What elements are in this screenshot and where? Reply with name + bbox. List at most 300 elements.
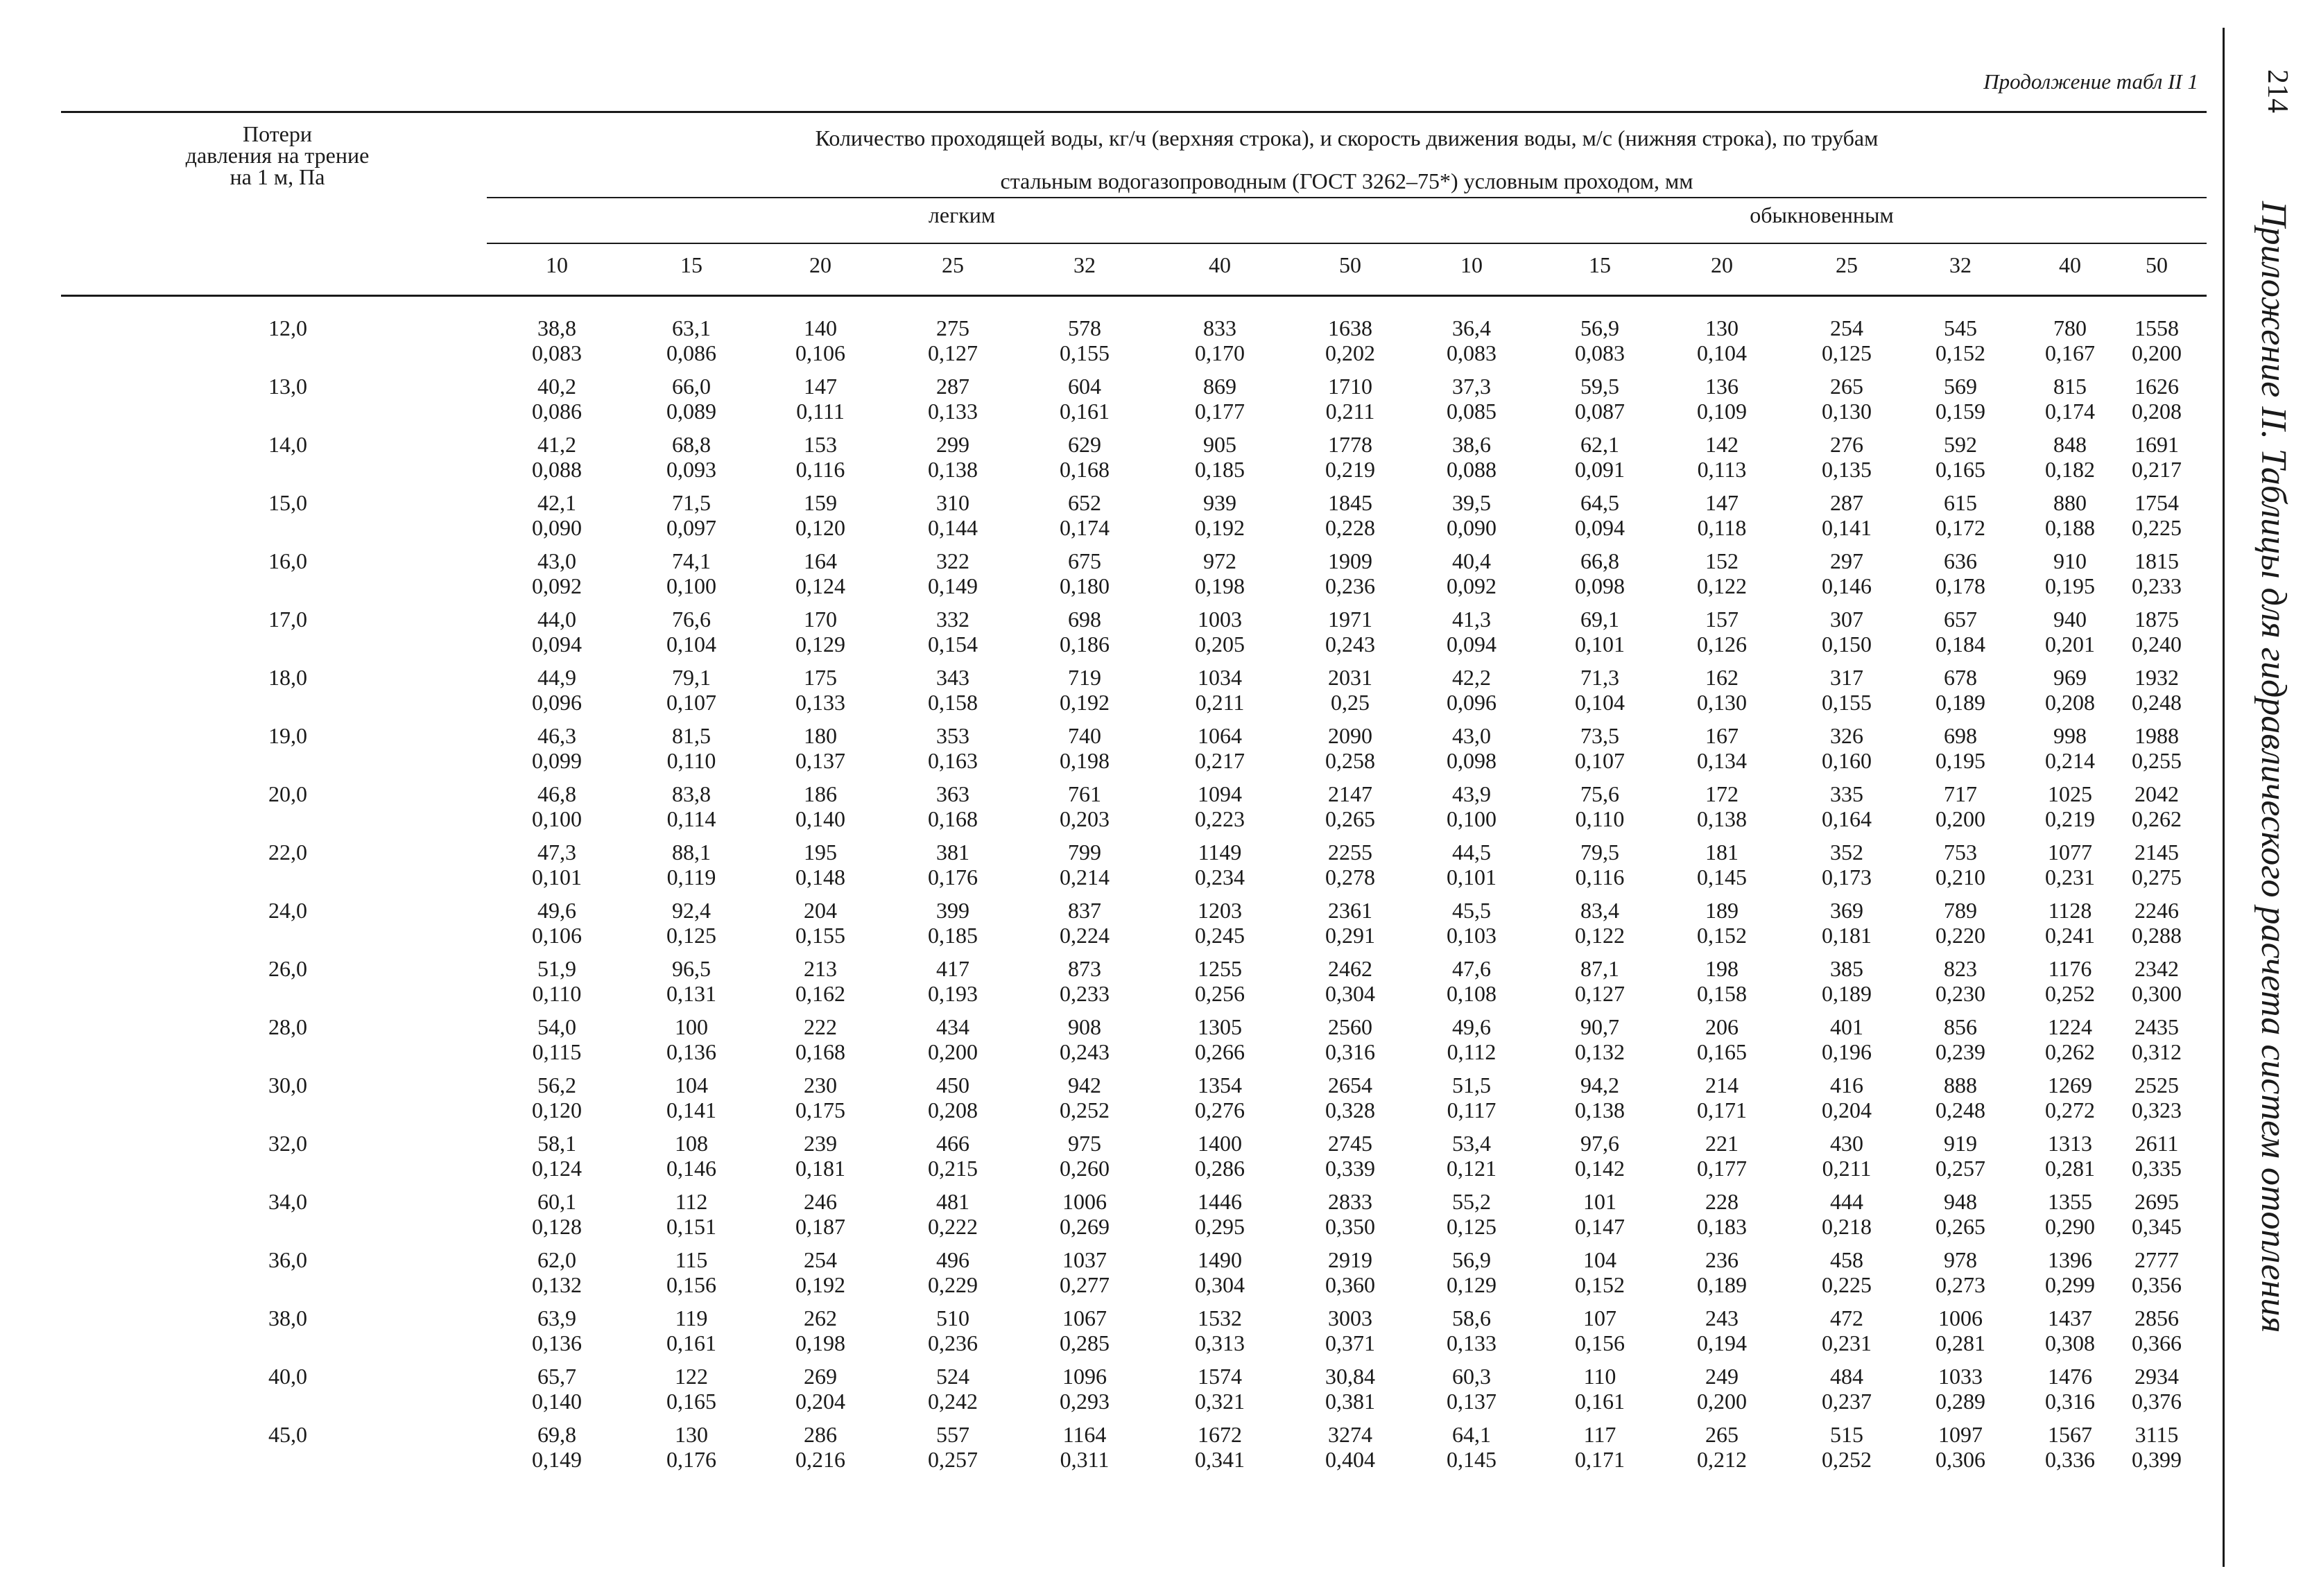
- speed-value: 0,088: [1447, 457, 1496, 482]
- table-cell: [1033, 490, 1137, 540]
- table-cell: [1420, 607, 1524, 657]
- speed-value: 0,091: [1575, 457, 1625, 482]
- table-cell: [1908, 315, 2012, 365]
- flow-value: 92,4: [672, 898, 711, 923]
- diameter-header-cell: 40: [2059, 252, 2081, 277]
- flow-value: 417: [936, 956, 969, 981]
- speed-value: 0,323: [2132, 1098, 2182, 1122]
- speed-value: 0,210: [1935, 865, 1985, 890]
- speed-value: 0,182: [2045, 457, 2095, 482]
- table-cell: [1033, 1306, 1137, 1355]
- speed-value: 0,194: [1697, 1330, 1747, 1355]
- speed-value: 0,313: [1195, 1330, 1245, 1355]
- speed-value: 0,134: [1697, 748, 1747, 773]
- table-cell: [2105, 665, 2209, 715]
- flow-value: 45,5: [1452, 898, 1491, 923]
- flow-value: 1003: [1198, 607, 1242, 632]
- flow-value: 1033: [1938, 1364, 1983, 1389]
- flow-value: 1691: [2134, 432, 2179, 457]
- table-cell: [639, 432, 743, 482]
- speed-value: 0,404: [1325, 1447, 1375, 1472]
- speed-value: 0,201: [2045, 632, 2095, 657]
- table-cell: [1548, 1014, 1652, 1064]
- table-cell: [1168, 548, 1272, 598]
- flow-value: 60,1: [537, 1189, 576, 1214]
- flow-value: 1754: [2134, 490, 2179, 515]
- table-cell: [1795, 374, 1899, 424]
- table-cell: [639, 898, 743, 948]
- speed-value: 0,161: [666, 1330, 716, 1355]
- table-cell: [1298, 1073, 1402, 1122]
- table-cell: [2105, 840, 2209, 890]
- flow-value: 286: [804, 1422, 837, 1447]
- flow-value: 1875: [2134, 607, 2179, 632]
- table-cell: [1033, 374, 1137, 424]
- speed-value: 0,083: [1447, 340, 1496, 365]
- table-cell: [1548, 1189, 1652, 1239]
- flow-value: 49,6: [537, 898, 576, 923]
- speed-value: 0,115: [532, 1039, 582, 1064]
- table-cell: [1908, 432, 2012, 482]
- table-row: [0, 1014, 2219, 1073]
- flow-value: 180: [804, 723, 837, 748]
- speed-value: 0,174: [2045, 399, 2095, 424]
- speed-value: 0,180: [1060, 573, 1110, 598]
- speed-value: 0,381: [1325, 1389, 1375, 1414]
- table-cell: [505, 723, 609, 773]
- table-cell: [1033, 1073, 1137, 1122]
- speed-value: 0,241: [2045, 923, 2095, 948]
- speed-value: 0,104: [1697, 340, 1747, 365]
- table-cell: [768, 840, 872, 890]
- flow-value: 592: [1944, 432, 1977, 457]
- flow-value: 1988: [2134, 723, 2179, 748]
- speed-value: 0,311: [1060, 1447, 1110, 1472]
- flow-value: 63,9: [537, 1306, 576, 1330]
- table-cell: [2105, 781, 2209, 831]
- flow-value: 1574: [1198, 1364, 1242, 1389]
- table-cell: [1670, 1189, 1774, 1239]
- table-cell: [1670, 956, 1774, 1006]
- flow-value: 524: [936, 1364, 969, 1389]
- flow-value: 1932: [2134, 665, 2179, 690]
- table-cell: [768, 665, 872, 715]
- speed-value: 0,278: [1325, 865, 1375, 890]
- table-cell: [1420, 374, 1524, 424]
- speed-value: 0,214: [1060, 865, 1110, 890]
- speed-value: 0,118: [1697, 515, 1747, 540]
- table-cell: [1908, 490, 2012, 540]
- speed-value: 0,366: [2132, 1330, 2182, 1355]
- table-cell: [1908, 840, 2012, 890]
- speed-value: 0,162: [795, 981, 845, 1006]
- table-cell: [2105, 490, 2209, 540]
- flow-value: 74,1: [672, 548, 711, 573]
- speed-value: 0,216: [795, 1447, 845, 1472]
- flow-value: 104: [1583, 1247, 1616, 1272]
- table-cell: [1033, 956, 1137, 1006]
- table-continuation-label: Продолжение табл II 1: [1983, 69, 2198, 94]
- speed-value: 0,136: [532, 1330, 582, 1355]
- speed-value: 0,212: [1697, 1447, 1747, 1472]
- speed-value: 0,192: [795, 1272, 845, 1297]
- flow-value: 222: [804, 1014, 837, 1039]
- speed-value: 0,098: [1575, 573, 1625, 598]
- speed-value: 0,106: [795, 340, 845, 365]
- table-cell: [1908, 1073, 2012, 1122]
- speed-value: 0,120: [532, 1098, 582, 1122]
- speed-value: 0,165: [1697, 1039, 1747, 1064]
- table-cell: [1298, 607, 1402, 657]
- flow-value: 42,2: [1452, 665, 1491, 690]
- table-cell: [768, 548, 872, 598]
- speed-value: 0,308: [2045, 1330, 2095, 1355]
- flow-value: 58,1: [537, 1131, 576, 1156]
- table-cell: [1033, 723, 1137, 773]
- speed-value: 0,175: [795, 1098, 845, 1122]
- speed-value: 0,140: [532, 1389, 582, 1414]
- table-cell: [639, 1247, 743, 1297]
- header-line: на 1 м, Па: [230, 164, 325, 189]
- flow-value: 1164: [1062, 1422, 1107, 1447]
- flow-value: 100: [675, 1014, 708, 1039]
- speed-value: 0,164: [1822, 806, 1872, 831]
- flow-value: 44,5: [1452, 840, 1491, 865]
- flow-value: 269: [804, 1364, 837, 1389]
- table-cell: [901, 490, 1005, 540]
- flow-value: 1176: [2048, 956, 2092, 981]
- flow-value: 1815: [2134, 548, 2179, 573]
- flow-value: 335: [1830, 781, 1863, 806]
- table-cell: [1033, 1364, 1137, 1414]
- flow-value: 1710: [1328, 374, 1372, 399]
- table-cell: [1420, 1014, 1524, 1064]
- speed-value: 0,202: [1325, 340, 1375, 365]
- table-cell: [901, 374, 1005, 424]
- speed-value: 0,178: [1935, 573, 1985, 598]
- speed-value: 0,152: [1575, 1272, 1625, 1297]
- table-cell: [768, 432, 872, 482]
- flow-value: 761: [1068, 781, 1101, 806]
- speed-value: 0,185: [1195, 457, 1245, 482]
- speed-value: 0,163: [928, 748, 978, 773]
- table-row: [0, 432, 2219, 490]
- flow-value: 1909: [1328, 548, 1372, 573]
- speed-value: 0,170: [1195, 340, 1245, 365]
- speed-value: 0,092: [1447, 573, 1496, 598]
- speed-value: 0,103: [1447, 923, 1496, 948]
- speed-value: 0,255: [2132, 748, 2182, 773]
- speed-value: 0,269: [1060, 1214, 1110, 1239]
- pressure-loss-cell: 28,0: [268, 1014, 307, 1039]
- flow-value: 189: [1705, 898, 1739, 923]
- flow-value: 43,0: [1452, 723, 1491, 748]
- speed-value: 0,240: [2132, 632, 2182, 657]
- table-row: [0, 607, 2219, 665]
- main-header-line-2: стальным водогазопроводным (ГОСТ 3262–75*) условным проходом, мм: [1000, 168, 1693, 193]
- speed-value: 0,399: [2132, 1447, 2182, 1472]
- speed-value: 0,231: [1822, 1330, 1872, 1355]
- flow-value: 675: [1068, 548, 1101, 573]
- table-cell: [505, 956, 609, 1006]
- flow-value: 636: [1944, 548, 1977, 573]
- table-cell: [1420, 1364, 1524, 1414]
- flow-value: 578: [1068, 315, 1101, 340]
- table-cell: [505, 1131, 609, 1181]
- speed-value: 0,286: [1195, 1156, 1245, 1181]
- flow-value: 104: [675, 1073, 708, 1098]
- speed-value: 0,376: [2132, 1389, 2182, 1414]
- flow-value: 466: [936, 1131, 969, 1156]
- table-cell: [1168, 723, 1272, 773]
- table-cell: [1670, 665, 1774, 715]
- speed-value: 0,262: [2132, 806, 2182, 831]
- speed-value: 0,189: [1697, 1272, 1747, 1297]
- table-cell: [1298, 315, 1402, 365]
- table-cell: [1908, 1189, 2012, 1239]
- table-cell: [1670, 1073, 1774, 1122]
- flow-value: 119: [675, 1306, 708, 1330]
- table-cell: [505, 665, 609, 715]
- table-cell: [2105, 1131, 2209, 1181]
- table-cell: [1033, 1189, 1137, 1239]
- speed-value: 0,154: [928, 632, 978, 657]
- flow-value: 239: [804, 1131, 837, 1156]
- speed-value: 0,289: [1935, 1389, 1985, 1414]
- flow-value: 186: [804, 781, 837, 806]
- table-cell: [1298, 1189, 1402, 1239]
- table-cell: [901, 1247, 1005, 1297]
- speed-value: 0,208: [2045, 690, 2095, 715]
- table-cell: [1298, 1014, 1402, 1064]
- table-cell: [901, 723, 1005, 773]
- speed-value: 0,133: [1447, 1330, 1496, 1355]
- table-cell: [1420, 840, 1524, 890]
- table-cell: [1795, 898, 1899, 948]
- flow-value: 472: [1830, 1306, 1863, 1330]
- speed-value: 0,205: [1195, 632, 1245, 657]
- table-cell: [1033, 1247, 1137, 1297]
- flow-value: 2777: [2134, 1247, 2179, 1272]
- table-cell: [2105, 956, 2209, 1006]
- speed-value: 0,300: [2132, 981, 2182, 1006]
- speed-value: 0,277: [1060, 1272, 1110, 1297]
- speed-value: 0,147: [1575, 1214, 1625, 1239]
- speed-value: 0,260: [1060, 1156, 1110, 1181]
- speed-value: 0,237: [1822, 1389, 1872, 1414]
- flow-value: 2042: [2134, 781, 2179, 806]
- flow-value: 401: [1830, 1014, 1863, 1039]
- table-row: [0, 956, 2219, 1014]
- diameter-header-cell: 10: [546, 252, 568, 277]
- pressure-loss-cell: 14,0: [268, 432, 307, 457]
- diameter-header-cell: 50: [2146, 252, 2168, 277]
- flow-value: 2435: [2134, 1014, 2179, 1039]
- flow-value: 969: [2053, 665, 2087, 690]
- header-line: давления на трение: [185, 143, 370, 168]
- table-cell: [768, 898, 872, 948]
- table-cell: [2105, 548, 2209, 598]
- speed-value: 0,336: [2045, 1447, 2095, 1472]
- flow-value: 117: [1583, 1422, 1616, 1447]
- speed-value: 0,177: [1195, 399, 1245, 424]
- table-cell: [1795, 1131, 1899, 1181]
- flow-value: 46,3: [537, 723, 576, 748]
- speed-value: 0,130: [1822, 399, 1872, 424]
- table-cell: [1420, 1131, 1524, 1181]
- speed-value: 0,168: [1060, 457, 1110, 482]
- table-cell: [901, 1189, 1005, 1239]
- table-cell: [1298, 374, 1402, 424]
- speed-value: 0,098: [1447, 748, 1496, 773]
- flow-value: 79,1: [672, 665, 711, 690]
- speed-value: 0,198: [1195, 573, 1245, 598]
- table-cell: [768, 315, 872, 365]
- speed-value: 0,104: [1575, 690, 1625, 715]
- flow-value: 604: [1068, 374, 1101, 399]
- flow-value: 136: [1705, 374, 1739, 399]
- table-cell: [1420, 490, 1524, 540]
- speed-value: 0,137: [1447, 1389, 1496, 1414]
- flow-value: 41,2: [537, 432, 576, 457]
- diameter-header-cell: 15: [1589, 252, 1611, 277]
- speed-value: 0,087: [1575, 399, 1625, 424]
- diameter-header-cell: 15: [680, 252, 702, 277]
- flow-value: 717: [1944, 781, 1977, 806]
- speed-value: 0,171: [1575, 1447, 1625, 1472]
- speed-value: 0,339: [1325, 1156, 1375, 1181]
- speed-value: 0,176: [928, 865, 978, 890]
- table-cell: [1168, 1422, 1272, 1472]
- flow-value: 1034: [1198, 665, 1242, 690]
- flow-value: 545: [1944, 315, 1977, 340]
- table-cell: [1298, 840, 1402, 890]
- table-cell: [1908, 723, 2012, 773]
- flow-value: 1476: [2048, 1364, 2092, 1389]
- table-cell: [1670, 432, 1774, 482]
- flow-value: 40,2: [537, 374, 576, 399]
- flow-value: 56,9: [1452, 1247, 1491, 1272]
- flow-value: 615: [1944, 490, 1977, 515]
- speed-value: 0,137: [795, 748, 845, 773]
- table-cell: [1168, 1131, 1272, 1181]
- table-cell: [901, 1014, 1005, 1064]
- speed-value: 0,165: [666, 1389, 716, 1414]
- flow-value: 204: [804, 898, 837, 923]
- speed-value: 0,242: [928, 1389, 978, 1414]
- diameter-header-cell: 32: [1073, 252, 1096, 277]
- flow-value: 162: [1705, 665, 1739, 690]
- flow-value: 108: [675, 1131, 708, 1156]
- speed-value: 0,243: [1325, 632, 1375, 657]
- speed-value: 0,133: [928, 399, 978, 424]
- flow-value: 37,3: [1452, 374, 1491, 399]
- table-cell: [1168, 1306, 1272, 1355]
- flow-value: 1490: [1198, 1247, 1242, 1272]
- flow-value: 1437: [2048, 1306, 2092, 1330]
- flow-value: 153: [804, 432, 837, 457]
- flow-value: 62,0: [537, 1247, 576, 1272]
- flow-value: 1149: [1198, 840, 1242, 865]
- speed-value: 0,117: [1447, 1098, 1496, 1122]
- table-cell: [1670, 781, 1774, 831]
- table-cell: [1033, 607, 1137, 657]
- flow-value: 42,1: [537, 490, 576, 515]
- table-body: [0, 315, 2219, 1480]
- side-caption: [2232, 55, 2294, 1595]
- flow-value: 64,1: [1452, 1422, 1491, 1447]
- table-cell: [1168, 898, 1272, 948]
- flow-value: 83,8: [672, 781, 711, 806]
- table-cell: [505, 432, 609, 482]
- flow-value: 157: [1705, 607, 1739, 632]
- table-cell: [1908, 607, 2012, 657]
- table-cell: [1298, 1247, 1402, 1297]
- speed-value: 0,096: [1447, 690, 1496, 715]
- speed-value: 0,204: [1822, 1098, 1872, 1122]
- table-cell: [1168, 315, 1272, 365]
- table-cell: [1670, 1247, 1774, 1297]
- flow-value: 629: [1068, 432, 1101, 457]
- flow-value: 49,6: [1452, 1014, 1491, 1039]
- speed-value: 0,245: [1195, 923, 1245, 948]
- speed-value: 0,288: [2132, 923, 2182, 948]
- flow-value: 1313: [2048, 1131, 2092, 1156]
- flow-value: 905: [1203, 432, 1236, 457]
- table-row: [0, 1306, 2219, 1364]
- speed-value: 0,295: [1195, 1214, 1245, 1239]
- speed-value: 0,094: [1575, 515, 1625, 540]
- flow-value: 363: [936, 781, 969, 806]
- speed-value: 0,203: [1060, 806, 1110, 831]
- flow-value: 221: [1705, 1131, 1739, 1156]
- table-cell: [768, 781, 872, 831]
- speed-value: 0,176: [666, 1447, 716, 1472]
- speed-value: 0,225: [2132, 515, 2182, 540]
- flow-value: 265: [1830, 374, 1863, 399]
- table-cell: [505, 548, 609, 598]
- flow-value: 515: [1830, 1422, 1863, 1447]
- flow-value: 2145: [2134, 840, 2179, 865]
- flow-value: 678: [1944, 665, 1977, 690]
- speed-value: 0,233: [2132, 573, 2182, 598]
- flow-value: 332: [936, 607, 969, 632]
- speed-value: 0,140: [795, 806, 845, 831]
- flow-value: 112: [675, 1189, 708, 1214]
- flow-value: 87,1: [1580, 956, 1619, 981]
- speed-value: 0,094: [1447, 632, 1496, 657]
- table-cell: [1168, 1364, 1272, 1414]
- flow-value: 815: [2053, 374, 2087, 399]
- table-cell: [2105, 1422, 2209, 1472]
- flow-value: 54,0: [537, 1014, 576, 1039]
- flow-value: 978: [1944, 1247, 1977, 1272]
- flow-value: 2090: [1328, 723, 1372, 748]
- table-cell: [1420, 432, 1524, 482]
- table-row: [0, 1364, 2219, 1422]
- flow-value: 30,84: [1325, 1364, 1375, 1389]
- flow-value: 975: [1068, 1131, 1101, 1156]
- flow-value: 3274: [1328, 1422, 1372, 1447]
- table-cell: [1670, 374, 1774, 424]
- table-cell: [1795, 1422, 1899, 1472]
- table-cell: [1298, 432, 1402, 482]
- table-cell: [1548, 374, 1652, 424]
- flow-value: 430: [1830, 1131, 1863, 1156]
- table-cell: [768, 490, 872, 540]
- flow-value: 97,6: [1580, 1131, 1619, 1156]
- flow-value: 310: [936, 490, 969, 515]
